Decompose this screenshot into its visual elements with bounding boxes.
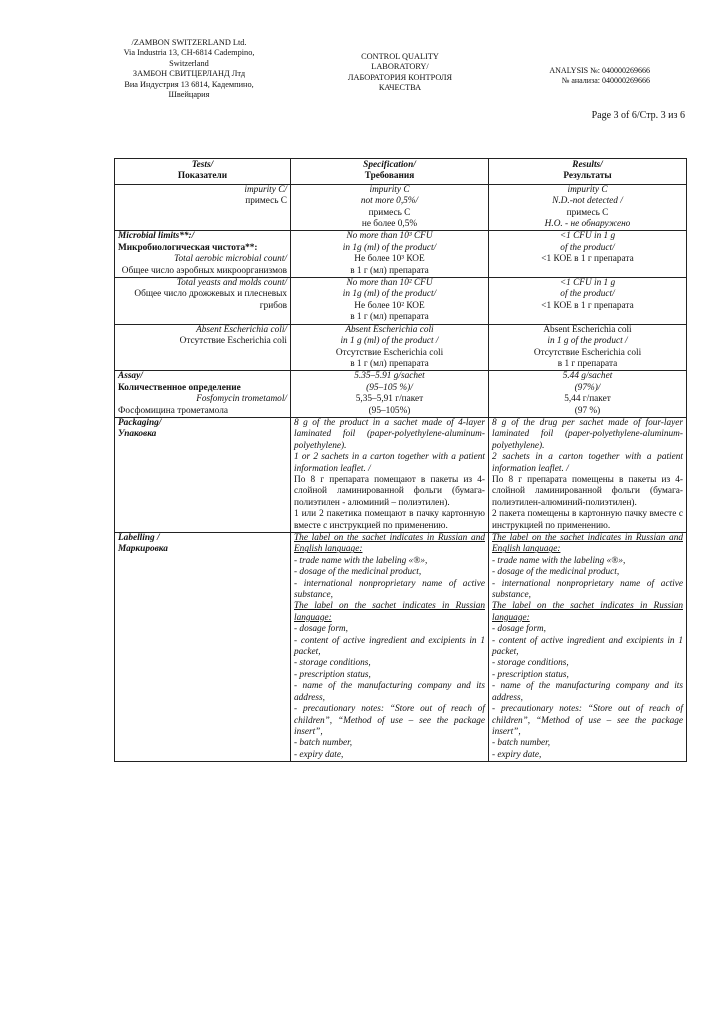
text-en: impurity C xyxy=(369,184,410,195)
text-ru: примесь C xyxy=(566,207,609,218)
text-ru: <1 КОЕ в 1 г препарата xyxy=(541,300,634,311)
table-row-impurity xyxy=(115,184,687,231)
text-ru: Фосфомицина трометамола xyxy=(118,405,228,416)
lab-title-line: КАЧЕСТВА xyxy=(378,83,422,93)
list-item: - name of the manufacturing company and its address, xyxy=(492,681,683,703)
text-en: of the product/ xyxy=(560,289,615,300)
list-item: - name of the manufacturing company and its address, xyxy=(294,681,485,703)
text-ru: не более 0,5% xyxy=(361,219,418,230)
header-ru: Требования xyxy=(364,171,415,182)
list-item: - international nonproprietary name of active substance, xyxy=(294,578,485,601)
table-row-labelling xyxy=(115,533,687,762)
col-header-spec xyxy=(291,159,489,185)
text-ru: в 1 г (мл) препарата xyxy=(350,358,429,369)
header-en: Specification/ xyxy=(363,160,416,170)
text-ru: в 1 г (мл) препарата xyxy=(350,312,429,323)
list-item: - expiry date, xyxy=(294,749,344,760)
page-number: Page 3 of 6/Стр. 3 из 6 xyxy=(591,110,685,121)
text-ru: 2 пакета помещены в картонную пачку вместе с инструкцией по применению. xyxy=(492,509,683,531)
text-ru: Н.О. - не обнаружено xyxy=(544,219,631,230)
company-country-en: Switzerland xyxy=(169,58,209,68)
list-item: - content of active ingredient and excipients in 1 packet, xyxy=(294,635,485,658)
text-ru: (95–105%) xyxy=(368,405,411,416)
labelling-test xyxy=(115,533,291,762)
label-heading: The label on the sachet indicates in Russian language: xyxy=(492,601,683,623)
section-title-ru: Количественное определение xyxy=(118,382,241,393)
table-row-microbial-yeasts xyxy=(115,278,687,325)
text-en: Fosfomycin trometamol/ xyxy=(196,394,287,405)
list-item: - dosage of the medicinal product, xyxy=(294,567,422,578)
header-ru: Результаты xyxy=(563,171,612,182)
ecoli-result xyxy=(489,324,687,371)
label-heading: The label on the sachet indicates in Russian language: xyxy=(294,601,485,623)
table-row-packaging xyxy=(115,417,687,532)
col-header-results xyxy=(489,159,687,185)
text-ru: <1 КОЕ в 1 г препарата xyxy=(541,254,634,265)
text-en: <1 CFU in 1 g xyxy=(559,231,616,242)
list-item: - international nonproprietary name of active substance, xyxy=(492,578,683,601)
text-en: <1 CFU in 1 g xyxy=(559,278,616,289)
list-item: - prescription status, xyxy=(492,669,569,680)
company-name-en: /ZAMBON SWITZERLAND Ltd. xyxy=(131,38,247,47)
text-en: 5.44 g/sachet xyxy=(562,371,613,382)
text-en: 1 or 2 sachets in a carton together with a patient information leaflet. / xyxy=(294,452,485,474)
list-item: - dosage form, xyxy=(492,624,546,635)
text-ru: Общее число аэробных микроорганизмов xyxy=(121,265,287,276)
list-item: - precautionary notes: “Store out of reach of children”, “Method of use – see the package insert”, xyxy=(492,704,683,737)
yeasts-result xyxy=(489,278,687,325)
text-en: Total aerobic microbial count/ xyxy=(174,254,287,265)
label-heading: The label on the sachet indicates in Russian and English language: xyxy=(492,533,683,555)
packaging-result xyxy=(489,417,687,532)
list-item: - batch number, xyxy=(294,738,353,749)
list-item: - prescription status, xyxy=(294,669,371,680)
header-en: Results/ xyxy=(572,160,603,170)
impurity-test xyxy=(115,184,291,231)
text-en: impurity C xyxy=(567,184,608,195)
assay-result xyxy=(489,371,687,418)
table-header-row xyxy=(115,159,687,185)
text-ru: Не более 10³ КОЕ xyxy=(354,254,425,265)
text-en: impurity C/ xyxy=(244,184,287,195)
text-en: in 1 g of the product / xyxy=(547,336,628,347)
section-title-ru: Микробиологическая чистота**: xyxy=(118,242,258,253)
analysis-number xyxy=(520,66,650,87)
text-en: 8 g of the product in a sachet made of 4-layer laminated foil (paper-polyethylene-aluminum-polyethylene). xyxy=(294,417,485,451)
header-ru: Показатели xyxy=(177,171,228,182)
text-en: in 1g (ml) of the product/ xyxy=(342,289,437,300)
company-name-ru: ЗАМБОН СВИТЦЕРЛАНД Лтд xyxy=(132,69,246,79)
company-street-ru: Виа Индустрия 13 6814, Кадемпино, xyxy=(124,79,254,89)
labelling-spec xyxy=(291,533,489,762)
text-ru: Отсутствие Escherichia coli xyxy=(179,336,287,347)
analysis-number-en: ANALYSIS №: 040000269666 xyxy=(549,66,650,75)
text-en: N.D.-not detected / xyxy=(552,196,623,207)
text-ru: примесь C xyxy=(368,207,411,218)
lab-title-line: LABORATORY/ xyxy=(371,62,429,72)
list-item: - dosage form, xyxy=(294,624,348,635)
list-item: - trade name with the labeling «®», xyxy=(294,555,428,566)
packaging-spec xyxy=(291,417,489,532)
text-ru: По 8 г препарата помещают в пакеты из 4-слойной ламинированной фольги (бумага-полиэтилен - алюминий – полиэтилен). xyxy=(294,474,485,508)
text-en: No more than 10² CFU xyxy=(346,278,433,289)
impurity-spec xyxy=(291,184,489,231)
text-en: in 1g (ml) of the product/ xyxy=(342,242,437,253)
assay-spec xyxy=(291,371,489,418)
text-ru: Не более 10² КОЕ xyxy=(354,300,425,311)
text-en: Absent Escherichia coli/ xyxy=(196,324,287,335)
list-item: - content of active ingredient and excipients in 1 packet, xyxy=(492,635,683,658)
impurity-result xyxy=(489,184,687,231)
label-heading: The label on the sachet indicates in Russian and English language: xyxy=(294,533,485,555)
results-table xyxy=(114,158,687,762)
text-en: in 1 g (ml) of the product / xyxy=(340,336,439,347)
list-item: - trade name with the labeling «®», xyxy=(492,555,626,566)
ecoli-test xyxy=(115,324,291,371)
aerobic-result xyxy=(489,231,687,278)
list-item: - dosage of the medicinal product, xyxy=(492,567,620,578)
ecoli-spec xyxy=(291,324,489,371)
text-en: Total yeasts and molds count/ xyxy=(176,278,287,289)
table-row-assay xyxy=(115,371,687,418)
section-title-ru: Упаковка xyxy=(118,429,157,440)
text-ru: 5,44 г/пакет xyxy=(564,394,611,405)
assay-test xyxy=(115,371,291,418)
company-country-ru: Швейцария xyxy=(168,90,210,100)
yeasts-test xyxy=(115,278,291,325)
header-en: Tests/ xyxy=(191,160,214,170)
text-en: Absent Escherichia coli xyxy=(543,324,632,335)
list-item: - storage conditions, xyxy=(492,658,569,669)
text-ru: в 1 г (мл) препарата xyxy=(350,265,429,276)
company-address xyxy=(118,38,260,100)
text-en: No more than 10³ CFU xyxy=(346,231,433,242)
table-row-microbial-aerobic xyxy=(115,231,687,278)
section-title-en: Assay/ xyxy=(118,371,143,382)
text-en: (97%)/ xyxy=(574,382,601,393)
text-en: Absent Escherichia coli xyxy=(345,324,434,335)
company-street-en: Via Industria 13, CH-6814 Cadempino, xyxy=(123,48,255,58)
col-header-tests xyxy=(115,159,291,185)
text-en: (95–105 %)/ xyxy=(366,382,413,393)
list-item: - storage conditions, xyxy=(294,658,371,669)
lab-title xyxy=(335,52,465,94)
text-ru: По 8 г препарата помещены в пакеты из 4-слойной ламинированной фольги (бумага-полиэтилен-алюминий-полиэтилен). xyxy=(492,474,683,508)
text-ru: Общее число дрожжевых и плесневых грибов xyxy=(134,289,287,311)
text-en: 5.35–5.91 g/sachet xyxy=(354,371,425,382)
lab-title-line: CONTROL QUALITY xyxy=(361,52,439,61)
text-ru: в 1 г препарата xyxy=(557,358,618,369)
text-en: not more 0,5%/ xyxy=(360,196,419,207)
section-title-en: Labelling / xyxy=(118,533,160,543)
list-item: - expiry date, xyxy=(492,749,542,760)
yeasts-spec xyxy=(291,278,489,325)
text-ru: Отсутствие Escherichia coli xyxy=(335,347,444,358)
section-title-en: Microbial limits**:/ xyxy=(118,231,195,242)
table-row-microbial-ecoli xyxy=(115,324,687,371)
text-en: 8 g of the drug per sachet made of four-layer laminated foil (paper-polyethylene-aluminum-polyethylene). xyxy=(492,417,683,451)
microbial-test xyxy=(115,231,291,278)
labelling-result xyxy=(489,533,687,762)
text-ru: 5,35–5,91 г/пакет xyxy=(355,394,424,405)
packaging-test xyxy=(115,417,291,532)
lab-title-line: ЛАБОРАТОРИЯ КОНТРОЛЯ xyxy=(347,72,453,82)
text-ru: 1 или 2 пакетика помещают в пачку картонную вместе с инструкцией по применению. xyxy=(294,509,485,531)
section-title-en: Packaging/ xyxy=(118,417,162,428)
section-title-ru: Маркировка xyxy=(118,544,168,555)
aerobic-spec xyxy=(291,231,489,278)
text-ru: примесь C xyxy=(245,196,287,207)
text-en: 2 sachets in a carton together with a patient information leaflet. / xyxy=(492,452,683,474)
analysis-number-ru: № анализа: 040000269666 xyxy=(561,76,650,86)
list-item: - precautionary notes: “Store out of reach of children”, “Method of use – see the package insert”, xyxy=(294,704,485,737)
text-ru: (97 %) xyxy=(574,405,601,416)
text-en: of the product/ xyxy=(560,242,615,253)
text-ru: Отсутствие Escherichia coli xyxy=(533,347,642,358)
list-item: - batch number, xyxy=(492,738,551,749)
